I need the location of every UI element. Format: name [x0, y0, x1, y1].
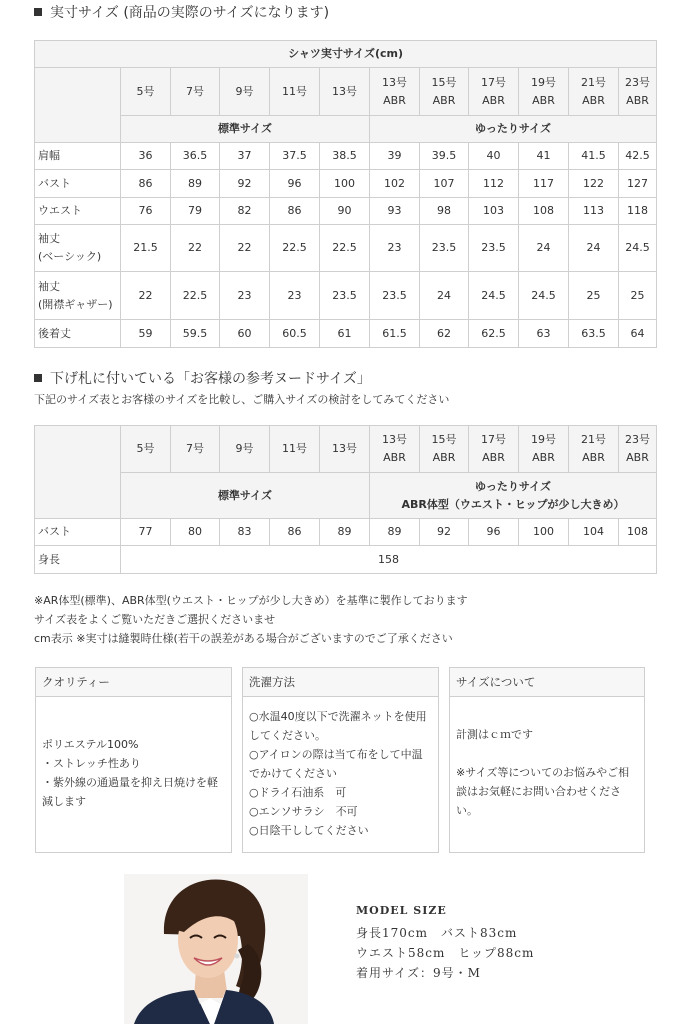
washing-box-title: 洗濯方法 — [243, 668, 438, 697]
table-cell: 24 — [519, 225, 569, 272]
table-cell: 23.5 — [469, 225, 519, 272]
box-line: ○ドライ石油系 可 — [249, 786, 347, 799]
table-cell: 22 — [220, 225, 270, 272]
table-cell: 36.5 — [171, 143, 220, 170]
notes-block — [34, 591, 468, 648]
table-cell: 96 — [270, 170, 320, 198]
row-label: バスト — [35, 170, 121, 198]
table-cell: 122 — [569, 170, 619, 198]
table-row — [35, 272, 657, 320]
box-line — [456, 744, 638, 763]
table-cell: 24 — [569, 225, 619, 272]
quality-box — [35, 667, 232, 853]
table-cell: 62.5 — [469, 320, 519, 348]
table-cell: 86 — [270, 198, 320, 225]
size-header: 13号 — [320, 426, 370, 473]
washing-box — [242, 667, 439, 853]
table-cell: 23.5 — [320, 272, 370, 320]
note-line: cm表示 ※実寸は縫製時仕様(若干の誤差がある場合がございますのでご了承ください — [34, 632, 453, 645]
size-header: 21号 ABR — [569, 68, 619, 116]
bust-value: 89 — [320, 519, 370, 546]
size-header: 23号 ABR — [619, 426, 657, 473]
table-cell: 89 — [171, 170, 220, 198]
size-header: 13号 — [320, 68, 370, 116]
table-cell: 127 — [619, 170, 657, 198]
table-cell: 24 — [420, 272, 469, 320]
group-standard: 標準サイズ — [121, 473, 370, 519]
size-header: 7号 — [171, 426, 220, 473]
corner-cell — [35, 426, 121, 519]
model-illustration — [124, 874, 308, 1024]
bust-value: 104 — [569, 519, 619, 546]
size-header: 19号 ABR — [519, 68, 569, 116]
table-cell: 39.5 — [420, 143, 469, 170]
table-cell: 42.5 — [619, 143, 657, 170]
table-cell: 23 — [370, 225, 420, 272]
table-cell: 64 — [619, 320, 657, 348]
bust-value: 96 — [469, 519, 519, 546]
bust-value: 77 — [121, 519, 171, 546]
table-cell: 39 — [370, 143, 420, 170]
model-size-line: 身長170cm バスト83cm — [356, 926, 518, 940]
table-cell: 23 — [270, 272, 320, 320]
table-cell: 59.5 — [171, 320, 220, 348]
table-cell: 22.5 — [270, 225, 320, 272]
size-info-box — [449, 667, 645, 853]
group-standard: 標準サイズ — [121, 116, 370, 143]
table-cell: 37 — [220, 143, 270, 170]
table-cell: 41.5 — [569, 143, 619, 170]
quality-box-title: クオリティー — [36, 668, 231, 697]
table-cell: 61.5 — [370, 320, 420, 348]
section-title-nude-size — [34, 368, 371, 388]
table-cell: 24.5 — [469, 272, 519, 320]
model-size-line: ウエスト58cm ヒップ88cm — [356, 946, 535, 960]
box-line: ○水温40度以下で洗濯ネットを使用 — [249, 710, 427, 723]
size-header: 5号 — [121, 68, 171, 116]
square-bullet-icon — [34, 8, 42, 16]
washing-box-body — [243, 697, 438, 846]
row-label: ウエスト — [35, 198, 121, 225]
table-cell: 22.5 — [171, 272, 220, 320]
table-cell: 118 — [619, 198, 657, 225]
box-line: ・ストレッチ性あり — [42, 757, 141, 770]
table-cell: 23 — [220, 272, 270, 320]
table-cell: 107 — [420, 170, 469, 198]
table-row — [35, 143, 657, 170]
table-cell: 21.5 — [121, 225, 171, 272]
bust-value: 92 — [420, 519, 469, 546]
size-header: 7号 — [171, 68, 220, 116]
table-cell: 103 — [469, 198, 519, 225]
box-line: ○日陰干ししてください — [249, 824, 369, 837]
row-label: 肩幅 — [35, 143, 121, 170]
table-cell: 63 — [519, 320, 569, 348]
table-title: シャツ実寸サイズ(cm) — [35, 41, 657, 68]
size-info-box-title: サイズについて — [450, 668, 644, 697]
corner-cell — [35, 68, 121, 143]
table-cell: 60 — [220, 320, 270, 348]
size-header: 21号 ABR — [569, 426, 619, 473]
height-value: 158 — [121, 546, 657, 574]
box-line: 談はお気軽にお問い合わせくださ — [456, 785, 621, 798]
table-cell: 25 — [619, 272, 657, 320]
table-cell: 60.5 — [270, 320, 320, 348]
size-header: 9号 — [220, 426, 270, 473]
row-label-height: 身長 — [35, 546, 121, 574]
box-line: ポリエステル100% — [42, 738, 139, 751]
table-cell: 22 — [171, 225, 220, 272]
box-line: い。 — [456, 804, 478, 817]
nude-size-table — [34, 425, 657, 574]
box-line: でかけてください — [249, 767, 337, 780]
table-cell: 108 — [519, 198, 569, 225]
table-row — [35, 320, 657, 348]
box-line: 計測はｃｍです — [456, 728, 533, 741]
size-header: 13号 ABR — [370, 68, 420, 116]
table-cell: 24.5 — [619, 225, 657, 272]
row-label-bust: バスト — [35, 519, 121, 546]
table-cell: 24.5 — [519, 272, 569, 320]
table-cell: 22.5 — [320, 225, 370, 272]
table-cell: 90 — [320, 198, 370, 225]
table-cell: 62 — [420, 320, 469, 348]
model-size-block — [356, 904, 534, 983]
row-label: 後着丈 — [35, 320, 121, 348]
section-title-text: 下げ札に付いている「お客様の参考ヌードサイズ」 — [50, 371, 371, 387]
table-row — [35, 225, 657, 272]
size-header: 15号 ABR — [420, 68, 469, 116]
box-line: ○アイロンの際は当て布をして中温 — [249, 748, 423, 761]
bust-value: 100 — [519, 519, 569, 546]
bust-value: 108 — [619, 519, 657, 546]
table-cell: 86 — [121, 170, 171, 198]
table-cell: 61 — [320, 320, 370, 348]
table-cell: 100 — [320, 170, 370, 198]
bust-value: 86 — [270, 519, 320, 546]
model-size-title: MODEL SIZE — [356, 904, 447, 917]
size-info-box-body — [450, 697, 644, 826]
section-subtitle: 下記のサイズ表とお客様のサイズを比較し、ご購入サイズの検討をしてみてください — [34, 393, 450, 406]
size-header: 13号 ABR — [370, 426, 420, 473]
size-header: 5号 — [121, 426, 171, 473]
model-size-line: 着用サイズ：9号・M — [356, 966, 481, 980]
size-header: 17号 ABR — [469, 426, 519, 473]
table-cell: 59 — [121, 320, 171, 348]
box-line: ○エンソサラシ 不可 — [249, 805, 358, 818]
size-header: 11号 — [270, 426, 320, 473]
quality-box-body — [36, 697, 231, 817]
box-line: 減します — [42, 795, 86, 808]
table-cell: 117 — [519, 170, 569, 198]
table-cell: 25 — [569, 272, 619, 320]
table-cell: 37.5 — [270, 143, 320, 170]
table-cell: 92 — [220, 170, 270, 198]
bust-value: 83 — [220, 519, 270, 546]
table-cell: 93 — [370, 198, 420, 225]
box-line: ・紫外線の通過量を抑え日焼けを軽 — [42, 776, 218, 789]
table-cell: 22 — [121, 272, 171, 320]
actual-size-table — [34, 40, 657, 348]
row-label: 袖丈 (開襟ギャザー) — [35, 272, 121, 320]
table-cell: 23.5 — [370, 272, 420, 320]
table-cell: 113 — [569, 198, 619, 225]
size-header: 17号 ABR — [469, 68, 519, 116]
size-header: 15号 ABR — [420, 426, 469, 473]
group-loose: ゆったりサイズ ABR体型（ウエスト・ヒップが少し大きめ） — [370, 473, 657, 519]
table-cell: 102 — [370, 170, 420, 198]
table-cell: 63.5 — [569, 320, 619, 348]
bust-value: 80 — [171, 519, 220, 546]
group-loose: ゆったりサイズ — [370, 116, 657, 143]
size-header: 9号 — [220, 68, 270, 116]
table-cell: 76 — [121, 198, 171, 225]
table-cell: 36 — [121, 143, 171, 170]
box-line: ※サイズ等についてのお悩みやご相 — [456, 766, 630, 779]
section-title-actual-size — [34, 2, 329, 22]
table-cell: 38.5 — [320, 143, 370, 170]
table-row — [35, 170, 657, 198]
table-cell: 40 — [469, 143, 519, 170]
note-line: サイズ表をよくご覧いただきご選択くださいませ — [34, 613, 276, 626]
size-header: 23号 ABR — [619, 68, 657, 116]
table-cell: 112 — [469, 170, 519, 198]
bust-value: 89 — [370, 519, 420, 546]
box-line: してください。 — [249, 729, 326, 742]
table-cell: 41 — [519, 143, 569, 170]
table-cell: 98 — [420, 198, 469, 225]
table-cell: 82 — [220, 198, 270, 225]
note-line: ※AR体型(標準)、ABR体型(ウエスト・ヒップが少し大きめ）を基準に製作しております — [34, 594, 468, 607]
table-row — [35, 198, 657, 225]
size-header: 11号 — [270, 68, 320, 116]
size-header: 19号 ABR — [519, 426, 569, 473]
model-photo — [124, 874, 308, 1024]
square-bullet-icon — [34, 374, 42, 382]
row-label: 袖丈 (ベーシック) — [35, 225, 121, 272]
section-title-text: 実寸サイズ (商品の実際のサイズになります) — [50, 5, 330, 21]
table-cell: 23.5 — [420, 225, 469, 272]
table-cell: 79 — [171, 198, 220, 225]
